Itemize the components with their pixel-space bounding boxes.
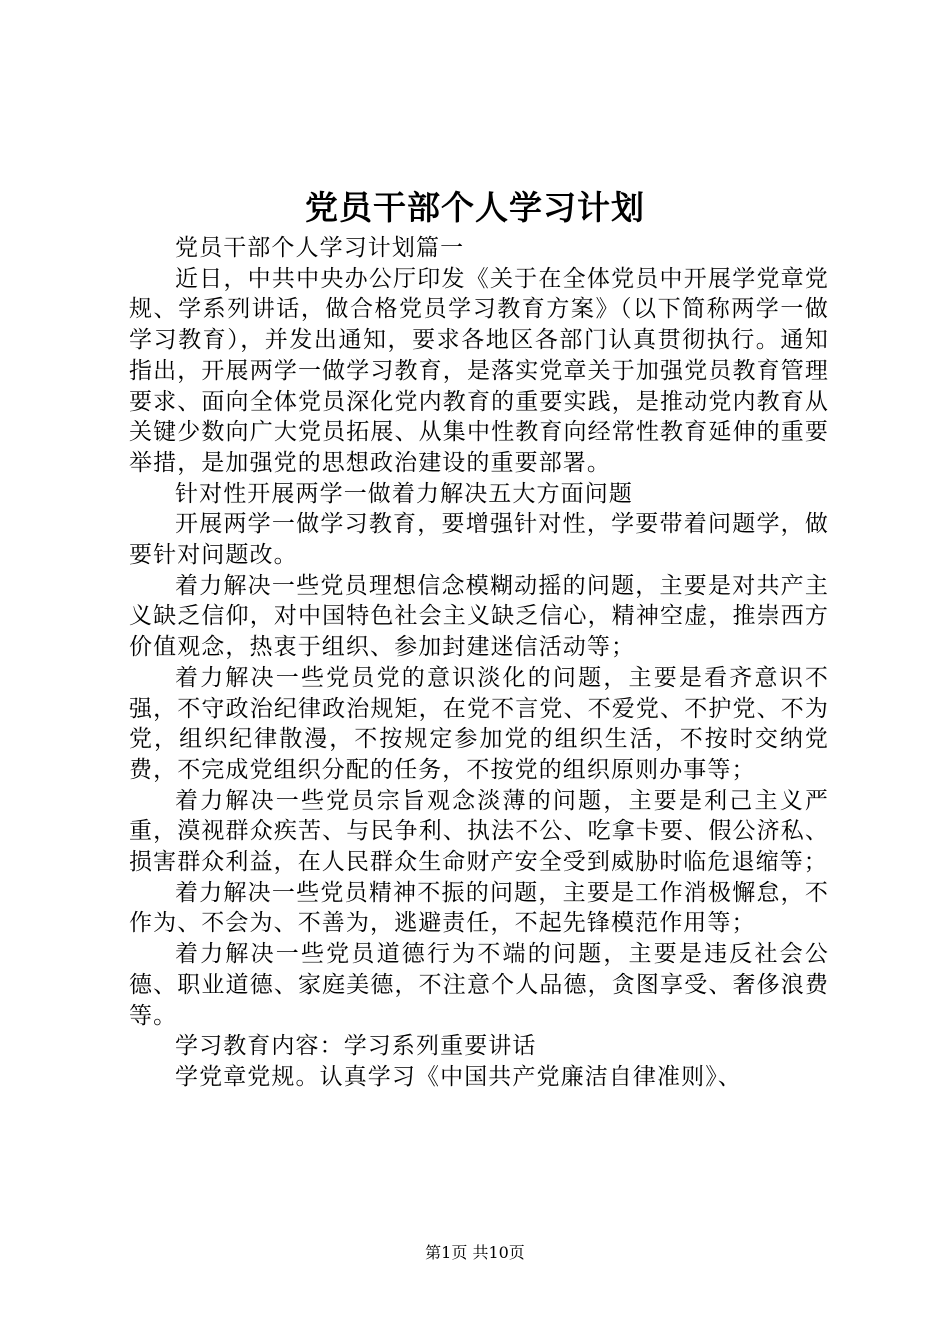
paragraph-subheading-problems: 针对性开展两学一做着力解决五大方面问题 bbox=[175, 480, 633, 507]
paragraph-party-rules: 学党章党规。认真学习《中国共产党廉洁自律准则》、 bbox=[175, 1063, 742, 1090]
paragraph-problem-purpose: 着力解决一些党员宗旨观念淡薄的问题，主要是利己主义严重，漠视群众疾苦、与民争利、执法不公、吃拿卡要、假公济私、损害群众利益，在人民群众生命财产安全受到威胁时临危退缩等； bbox=[129, 787, 829, 876]
document-body bbox=[129, 233, 829, 1093]
paragraph-problem-morality: 着力解决一些党员道德行为不端的问题，主要是违反社会公德、职业道德、家庭美德，不注意个人品德，贪图享受、奢侈浪费等。 bbox=[129, 941, 829, 1029]
paragraph-problem-party-awareness: 着力解决一些党员党的意识淡化的问题，主要是看齐意识不强，不守政治纪律政治规矩，在党不言党、不爱党、不护党、不为党，组织纪律散漫，不按规定参加党的组织生活，不按时交纳党费，不完成党组织分配的任务，不按党的组织原则办事等； bbox=[129, 664, 829, 783]
paragraph-intro: 近日，中共中央办公厅印发《关于在全体党员中开展学党章党规、学系列讲话，做合格党员学习教育方案》（以下简称两学一做学习教育），并发出通知，要求各地区各部门认真贯彻执行。通知指出，开展两学一做学习教育，是落实党章关于加强党员教育管理要求、面向全体党员深化党内教育的重要实践，是推动党内教育从关键少数向广大党员拓展、从集中性教育向经常性教育延伸的重要举措，是加强党的思想政治建设的重要部署。 bbox=[129, 265, 829, 476]
paragraph-problem-ideals: 着力解决一些党员理想信念模糊动摇的问题，主要是对共产主义缺乏信仰，对中国特色社会主义缺乏信心，精神空虚，推崇西方价值观念，热衷于组织、参加封建迷信活动等； bbox=[129, 572, 829, 661]
paragraph-section-heading: 党员干部个人学习计划篇一 bbox=[175, 235, 465, 261]
paragraph-targeted: 开展两学一做学习教育，要增强针对性，学要带着问题学，做要针对问题改。 bbox=[129, 511, 829, 569]
page-footer: 第1页 共10页 bbox=[425, 1243, 525, 1262]
document-title: 党员干部个人学习计划 bbox=[305, 188, 645, 227]
paragraph-subheading-content: 学习教育内容：学习系列重要讲话 bbox=[175, 1033, 537, 1060]
paragraph-problem-spirit: 着力解决一些党员精神不振的问题，主要是工作消极懈怠，不作为、不会为、不善为，逃避责任，不起先锋模范作用等； bbox=[129, 879, 829, 937]
